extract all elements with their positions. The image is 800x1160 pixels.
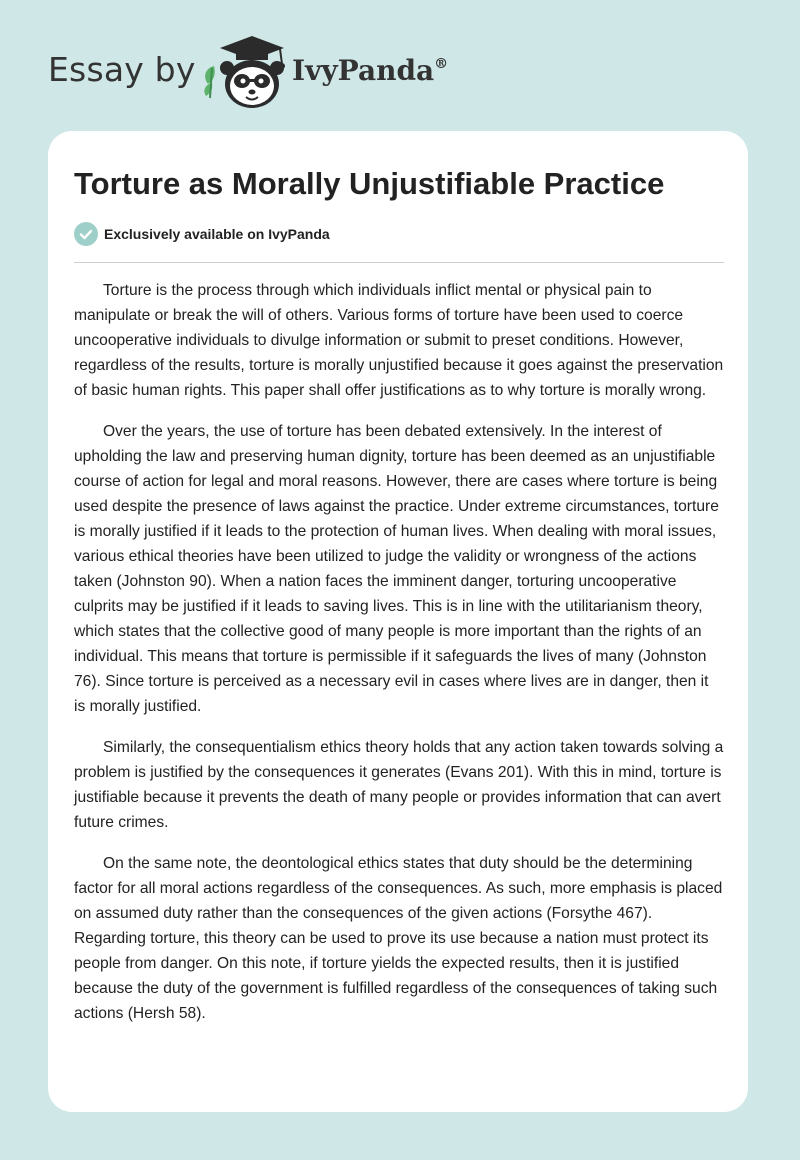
panda-logo-icon[interactable] <box>200 34 290 110</box>
paragraph: Similarly, the consequentialism ethics theory holds that any action taken towards solving a problem is justified by the consequences it generates (Evans 201). With this in mind, torture is justifiable because it prevents the death of many people or provides information that can avert future crimes. <box>74 739 724 831</box>
brand-name[interactable]: IvyPanda® <box>292 54 449 87</box>
check-icon <box>74 222 98 246</box>
paragraph: On the same note, the deontological ethics states that duty should be the determining factor for all moral actions regardless of the consequences. As such, more emphasis is placed on assumed duty rather than the consequences of the given actions (Forsythe 467). Regarding torture, this theory can be used to prove its use because a nation must protect its people from danger. On this note, if torture yields the expected results, then it is justified because the duty of the government is fulfilled regardless of the consequences of taking such actions (Hersh 58). <box>74 855 723 1022</box>
essay-body <box>74 278 724 1042</box>
essay-card <box>48 131 748 1112</box>
exclusive-badge-label: Exclusively available on IvyPanda <box>104 226 330 242</box>
paragraph: Over the years, the use of torture has been debated extensively. In the interest of upholding the law and preserving human dignity, torture has been deemed as an unjustifiable course of action for legal and moral reasons. However, there are cases where torture is being used despite the presence of laws against the practice. Under extreme circumstances, torture is morally justified if it leads to the protection of human lives. When dealing with moral issues, various ethical theories have been utilized to judge the validity or wrongness of the actions taken (Johnston 90). When a nation faces the imminent danger, torturing uncooperative culprits may be justified if it leads to saving lives. This is in line with the utilitarianism theory, which states that the collective good of many people is more important than the rights of an individual. This means that torture is permissible if it safeguards the lives of many (Johnston 76). Since torture is perceived as a necessary evil in cases where lives are in danger, then it is morally justified. <box>74 423 719 715</box>
page-title: Torture as Morally Unjustifiable Practice <box>74 166 665 201</box>
exclusive-badge <box>74 222 330 246</box>
essay-by-label: Essay by <box>48 50 196 89</box>
paragraph: Torture is the process through which individuals inflict mental or physical pain to manipulate or break the will of others. Various forms of torture have been used to coerce uncooperative individuals to divulge information or submit to preset conditions. However, regardless of the results, torture is morally unjustified because it goes against the preservation of basic human rights. This paper shall offer justifications as to why torture is morally wrong. <box>74 282 724 399</box>
site-header <box>0 0 800 130</box>
divider <box>74 262 724 263</box>
